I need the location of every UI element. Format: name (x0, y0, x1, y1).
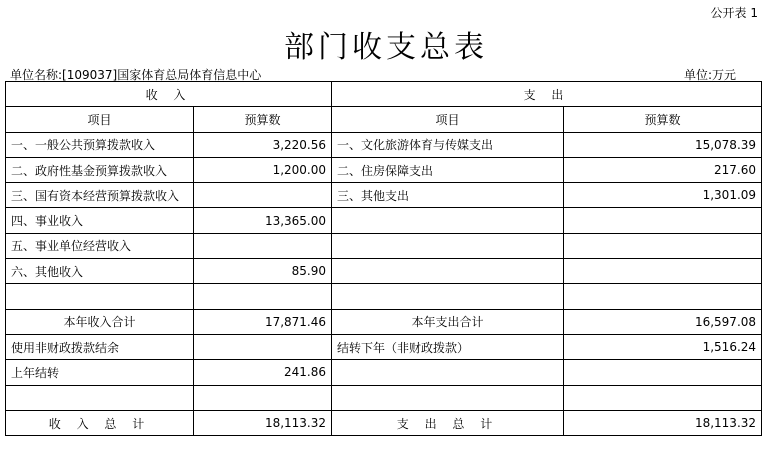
income-value-cell (194, 385, 332, 410)
table-row (6, 132, 762, 157)
expense-value-cell: 15,078.39 (564, 132, 762, 157)
table-row (6, 385, 762, 410)
expense-value-cell (564, 208, 762, 233)
unit-name-label: 单位名称:[109037]国家体育总局体育信息中心 (10, 68, 262, 82)
income-subtotal-value: 17,871.46 (194, 309, 332, 334)
expense-item-cell: 一、文化旅游体育与传媒支出 (332, 132, 564, 157)
income-item-cell (6, 385, 194, 410)
expense-item-cell (332, 284, 564, 309)
income-budget-column-header: 预算数 (194, 107, 332, 132)
table-row (6, 259, 762, 284)
income-value-cell: 3,220.56 (194, 132, 332, 157)
table-row (6, 208, 762, 233)
table-row (6, 183, 762, 208)
table-row (6, 157, 762, 182)
expense-item-cell (332, 360, 564, 385)
income-value-cell: 1,200.00 (194, 157, 332, 182)
income-value-cell (194, 233, 332, 258)
page-title: 部门收支总表 (284, 30, 488, 65)
expense-section-header: 支 出 (332, 82, 762, 107)
subtotal-row (6, 309, 762, 334)
expense-value-cell (564, 233, 762, 258)
column-header-row (6, 107, 762, 132)
income-subtotal-label: 本年收入合计 (6, 309, 194, 334)
income-item-cell: 使用非财政拨款结余 (6, 334, 194, 359)
expense-value-cell: 1,516.24 (564, 334, 762, 359)
income-value-cell (194, 284, 332, 309)
expense-item-cell: 结转下年（非财政拨款） (332, 334, 564, 359)
income-total-value: 18,113.32 (194, 410, 332, 435)
expense-total-value: 18,113.32 (564, 410, 762, 435)
expense-value-cell: 1,301.09 (564, 183, 762, 208)
expense-item-column-header: 项目 (332, 107, 564, 132)
expense-item-cell: 三、其他支出 (332, 183, 564, 208)
expense-value-cell (564, 385, 762, 410)
expense-item-cell (332, 208, 564, 233)
income-item-cell: 六、其他收入 (6, 259, 194, 284)
income-expense-table (5, 81, 762, 436)
income-value-cell: 85.90 (194, 259, 332, 284)
income-value-cell (194, 183, 332, 208)
grand-total-row (6, 410, 762, 435)
expense-total-label: 支 出 总 计 (332, 410, 564, 435)
income-item-cell (6, 284, 194, 309)
expense-item-cell (332, 259, 564, 284)
table-row (6, 233, 762, 258)
expense-value-cell (564, 284, 762, 309)
income-section-header: 收 入 (6, 82, 332, 107)
expense-subtotal-value: 16,597.08 (564, 309, 762, 334)
income-item-column-header: 项目 (6, 107, 194, 132)
income-value-cell: 241.86 (194, 360, 332, 385)
expense-value-cell (564, 360, 762, 385)
expense-subtotal-label: 本年支出合计 (332, 309, 564, 334)
income-total-label: 收 入 总 计 (6, 410, 194, 435)
expense-value-cell: 217.60 (564, 157, 762, 182)
table-number-label: 公开表 1 (710, 6, 758, 20)
income-item-cell: 五、事业单位经营收入 (6, 233, 194, 258)
expense-item-cell (332, 385, 564, 410)
income-item-cell: 上年结转 (6, 360, 194, 385)
table-row (6, 334, 762, 359)
expense-budget-column-header: 预算数 (564, 107, 762, 132)
income-item-cell: 三、国有资本经营预算拨款收入 (6, 183, 194, 208)
table-row (6, 284, 762, 309)
income-item-cell: 一、一般公共预算拨款收入 (6, 132, 194, 157)
income-item-cell: 二、政府性基金预算拨款收入 (6, 157, 194, 182)
expense-item-cell (332, 233, 564, 258)
expense-item-cell: 二、住房保障支出 (332, 157, 564, 182)
currency-unit-label: 单位:万元 (683, 68, 736, 82)
expense-value-cell (564, 259, 762, 284)
income-item-cell: 四、事业收入 (6, 208, 194, 233)
income-value-cell (194, 334, 332, 359)
table-row (6, 360, 762, 385)
income-value-cell: 13,365.00 (194, 208, 332, 233)
section-header-row (6, 82, 762, 107)
